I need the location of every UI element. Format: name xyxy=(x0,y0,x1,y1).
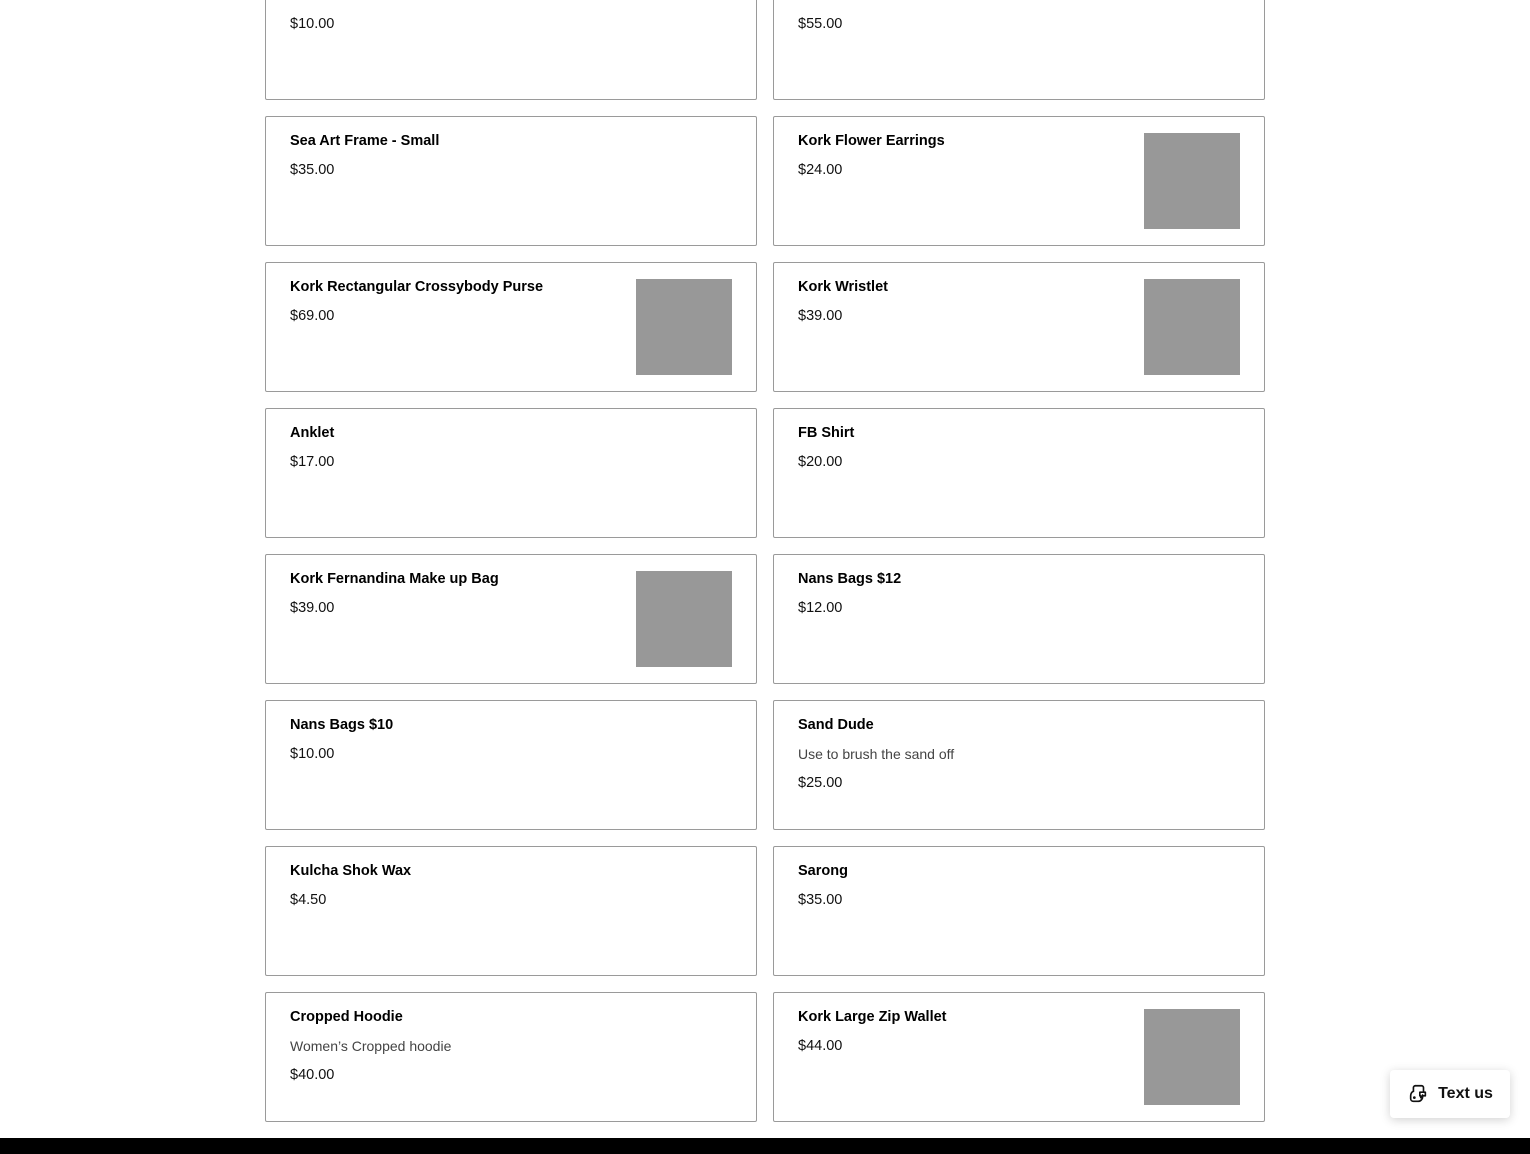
product-price: $25.00 xyxy=(798,775,843,791)
product-description: Use to brush the sand off xyxy=(798,746,955,762)
product-name: Sarong xyxy=(798,863,848,879)
product-price: $39.00 xyxy=(290,600,335,616)
product-info xyxy=(798,279,1124,324)
product-grid xyxy=(265,0,1265,1122)
product-price: $55.00 xyxy=(798,16,843,32)
product-card[interactable] xyxy=(265,554,757,684)
product-info xyxy=(290,571,616,616)
product-info xyxy=(290,717,616,762)
product-info xyxy=(290,863,616,908)
product-name: Kork Flower Earrings xyxy=(798,133,945,149)
product-card[interactable] xyxy=(773,408,1265,538)
product-name xyxy=(290,0,616,3)
product-name: Sand Dude xyxy=(798,717,874,733)
product-thumbnail[interactable] xyxy=(636,571,732,667)
product-price: $40.00 xyxy=(290,1067,335,1083)
product-price: $12.00 xyxy=(798,600,843,616)
product-card[interactable] xyxy=(265,700,757,830)
product-info xyxy=(798,863,1124,908)
product-card[interactable] xyxy=(265,116,757,246)
product-name xyxy=(798,0,1124,3)
product-name: Kork Wristlet xyxy=(798,279,888,295)
phone-chat-icon xyxy=(1407,1083,1429,1105)
product-card[interactable] xyxy=(265,0,757,100)
product-price: $35.00 xyxy=(798,892,843,908)
product-info xyxy=(798,425,1124,470)
product-info xyxy=(798,133,1124,178)
product-name: Nans Bags $10 xyxy=(290,717,394,733)
product-price: $10.00 xyxy=(290,746,335,762)
product-card[interactable] xyxy=(773,992,1265,1122)
product-name: FB Shirt xyxy=(798,425,855,441)
product-card[interactable] xyxy=(773,262,1265,392)
product-card[interactable] xyxy=(773,0,1265,100)
product-price: $10.00 xyxy=(290,16,335,32)
product-name: Cropped Hoodie xyxy=(290,1009,403,1025)
product-thumbnail[interactable] xyxy=(1144,1009,1240,1105)
product-info xyxy=(798,0,1124,32)
footer-bar xyxy=(0,1138,1530,1154)
product-description: Women’s Cropped hoodie xyxy=(290,1038,452,1054)
product-card[interactable] xyxy=(773,116,1265,246)
product-thumbnail[interactable] xyxy=(636,279,732,375)
product-card[interactable] xyxy=(265,846,757,976)
product-price: $4.50 xyxy=(290,892,327,908)
product-price: $35.00 xyxy=(290,162,335,178)
product-price: $44.00 xyxy=(798,1038,843,1054)
product-price: $17.00 xyxy=(290,454,335,470)
product-name: Sea Art Frame - Small xyxy=(290,133,440,149)
product-name: Kork Fernandina Make up Bag xyxy=(290,571,499,587)
product-name: Nans Bags $12 xyxy=(798,571,902,587)
product-info xyxy=(290,1009,616,1083)
product-price: $39.00 xyxy=(798,308,843,324)
product-card[interactable] xyxy=(773,700,1265,830)
text-us-label: Text us xyxy=(1438,1085,1493,1102)
product-card[interactable] xyxy=(265,992,757,1122)
product-price: $24.00 xyxy=(798,162,843,178)
product-info xyxy=(290,425,616,470)
product-card[interactable] xyxy=(265,408,757,538)
product-name: Anklet xyxy=(290,425,335,441)
product-info xyxy=(798,717,1124,791)
product-info xyxy=(798,1009,1124,1054)
product-card[interactable] xyxy=(265,262,757,392)
product-thumbnail[interactable] xyxy=(1144,133,1240,229)
product-info xyxy=(290,279,616,324)
product-info xyxy=(798,571,1124,616)
product-card[interactable] xyxy=(773,554,1265,684)
product-price: $20.00 xyxy=(798,454,843,470)
product-name: Kork Rectangular Crossybody Purse xyxy=(290,279,544,295)
product-name: Kork Large Zip Wallet xyxy=(798,1009,947,1025)
text-us-button[interactable] xyxy=(1390,1070,1510,1118)
product-info xyxy=(290,133,616,178)
product-card[interactable] xyxy=(773,846,1265,976)
product-name: Kulcha Shok Wax xyxy=(290,863,412,879)
product-price: $69.00 xyxy=(290,308,335,324)
product-thumbnail[interactable] xyxy=(1144,279,1240,375)
product-info xyxy=(290,0,616,32)
